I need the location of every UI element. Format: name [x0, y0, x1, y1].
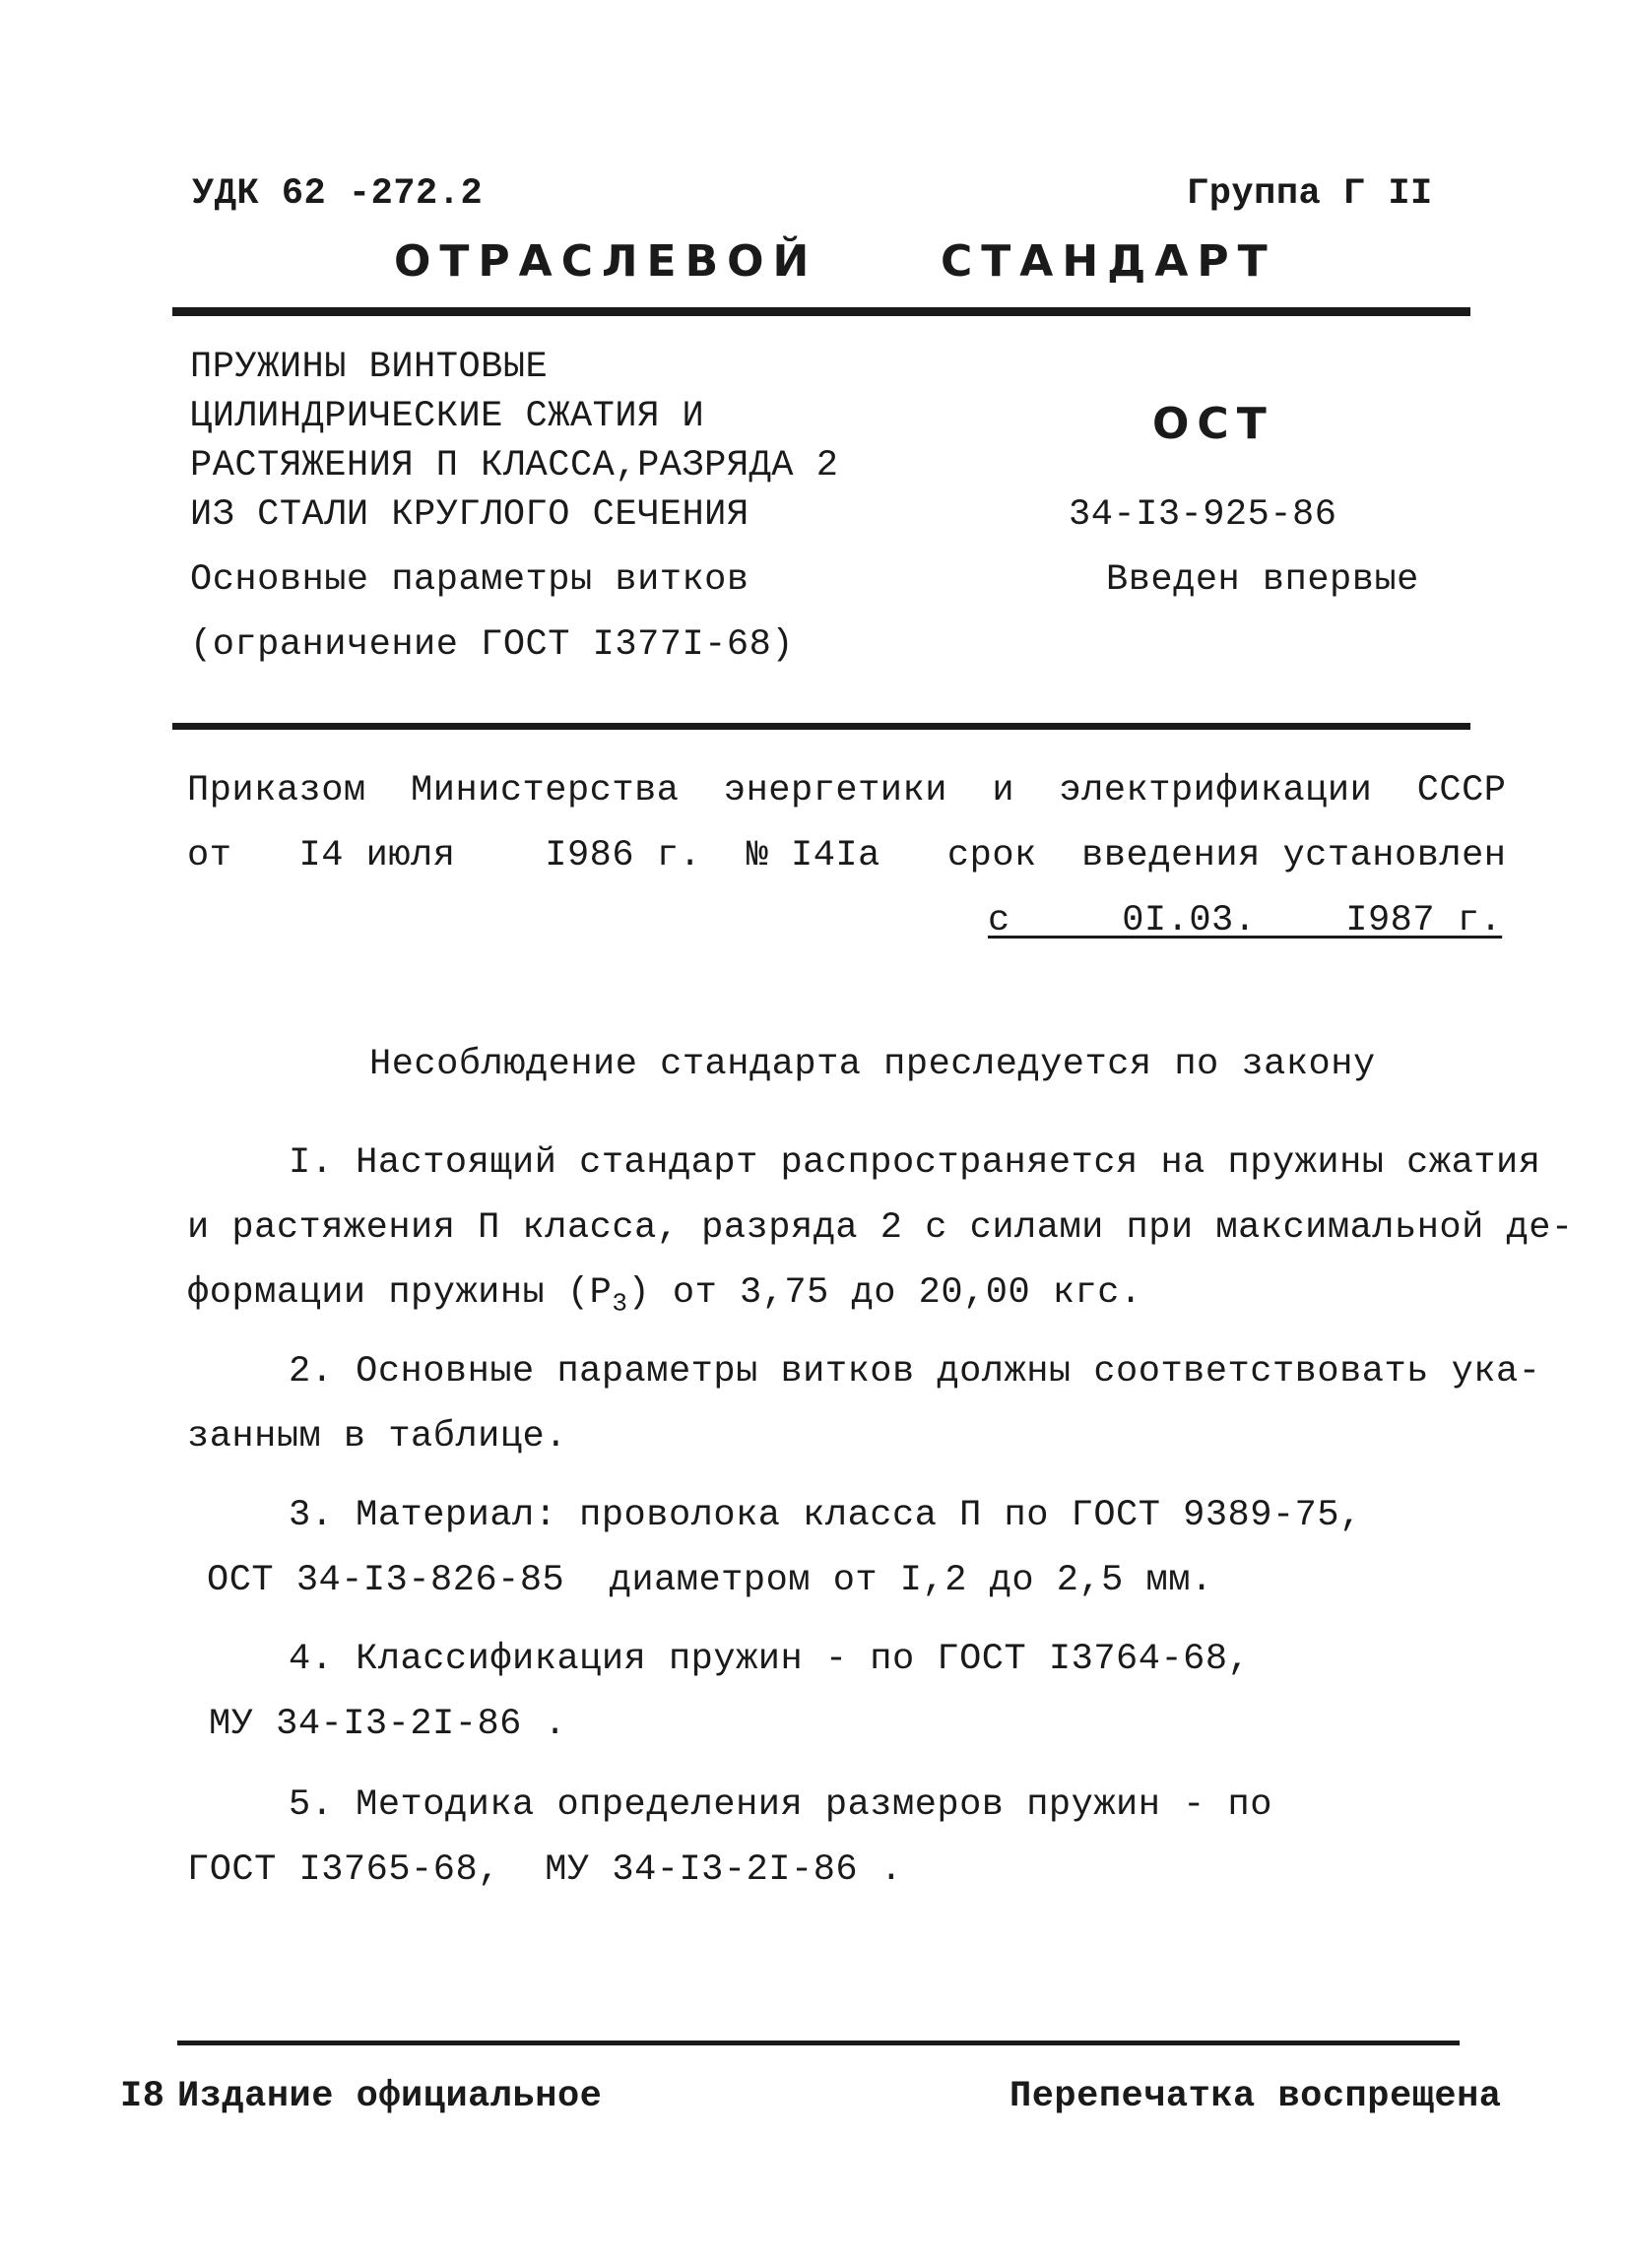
paragraph-4-line-2: МУ 34-I3-2I-86 .: [209, 1704, 567, 1745]
designation-line: ИЗ СТАЛИ КРУГЛОГО СЕЧЕНИЯ: [190, 494, 749, 536]
edition-note: Издание официальное: [177, 2076, 603, 2117]
paragraph-2-line-2: занным в таблице.: [187, 1416, 567, 1458]
paragraph-5-line-2: ГОСТ I3765-68, МУ 34-I3-2I-86 .: [187, 1849, 903, 1891]
force-subscript: 3: [612, 1288, 628, 1319]
group-code: Группа Г II: [1187, 173, 1433, 215]
legal-warning: Несоблюдение стандарта преследуется по закону: [369, 1044, 1376, 1085]
footer-rule: [177, 2041, 1460, 2045]
order-line-1: Приказом Министерства энергетики и электрификации СССР: [187, 770, 1507, 811]
order-line-2: от I4 июля I986 г. № I4Iа срок введения установлен: [187, 835, 1507, 876]
title-right: СТАНДАРТ: [941, 236, 1276, 287]
paragraph-2-line-1: 2. Основные параметры витков должны соответствовать ука-: [289, 1351, 1541, 1393]
designation-line: РАСТЯЖЕНИЯ П КЛАССА,РАЗРЯДА 2: [190, 445, 839, 486]
designation-line: ПРУЖИНЫ ВИНТОВЫЕ: [190, 347, 549, 388]
paragraph-5-line-1: 5. Методика определения размеров пружин - по: [289, 1784, 1272, 1826]
effective-date: с 0I.03. I987 г.: [988, 900, 1503, 941]
header-rule: [172, 307, 1470, 316]
designation-subtitle: Основные параметры витков: [190, 559, 749, 601]
ost-number: 34-I3-925-86: [1069, 494, 1337, 536]
designation-line: ЦИЛИНДРИЧЕСКИЕ СЖАТИЯ И: [190, 396, 705, 437]
reprint-notice: Перепечатка воспрещена: [1009, 2076, 1502, 2117]
paragraph-1-line-2: и растяжения П класса, разряда 2 с силами при максимальной де-: [187, 1207, 1574, 1249]
title-left: ОТРАСЛЕВОЙ: [394, 236, 818, 287]
paragraph-1-line-1: I. Настоящий стандарт распространяется на пружины сжатия: [289, 1142, 1541, 1184]
paragraph-3-line-1: 3. Материал: проволока класса П по ГОСТ 9389-75,: [289, 1495, 1362, 1536]
paragraph-1-line-3-start: формации пружины (Р: [187, 1272, 613, 1314]
designation-rule: [172, 723, 1470, 730]
page-number: I8: [120, 2076, 165, 2117]
ost-label: ОСТ: [1152, 399, 1274, 449]
paragraph-4-line-1: 4. Классификация пружин - по ГОСТ I3764-68,: [289, 1639, 1251, 1680]
paragraph-1-line-3-end: ) от 3,75 до 20,00 кгс.: [627, 1272, 1142, 1314]
paragraph-1-line-3: [187, 1272, 1142, 1318]
udk-code: УДК 62 -272.2: [192, 173, 484, 215]
paragraph-3-line-2: ОСТ 34-I3-826-85 диаметром от I,2 до 2,5 мм.: [207, 1560, 1213, 1601]
designation-restriction: (ограничение ГОСТ I377I-68): [190, 624, 794, 666]
introduction-status: Введен впервые: [1106, 559, 1419, 601]
